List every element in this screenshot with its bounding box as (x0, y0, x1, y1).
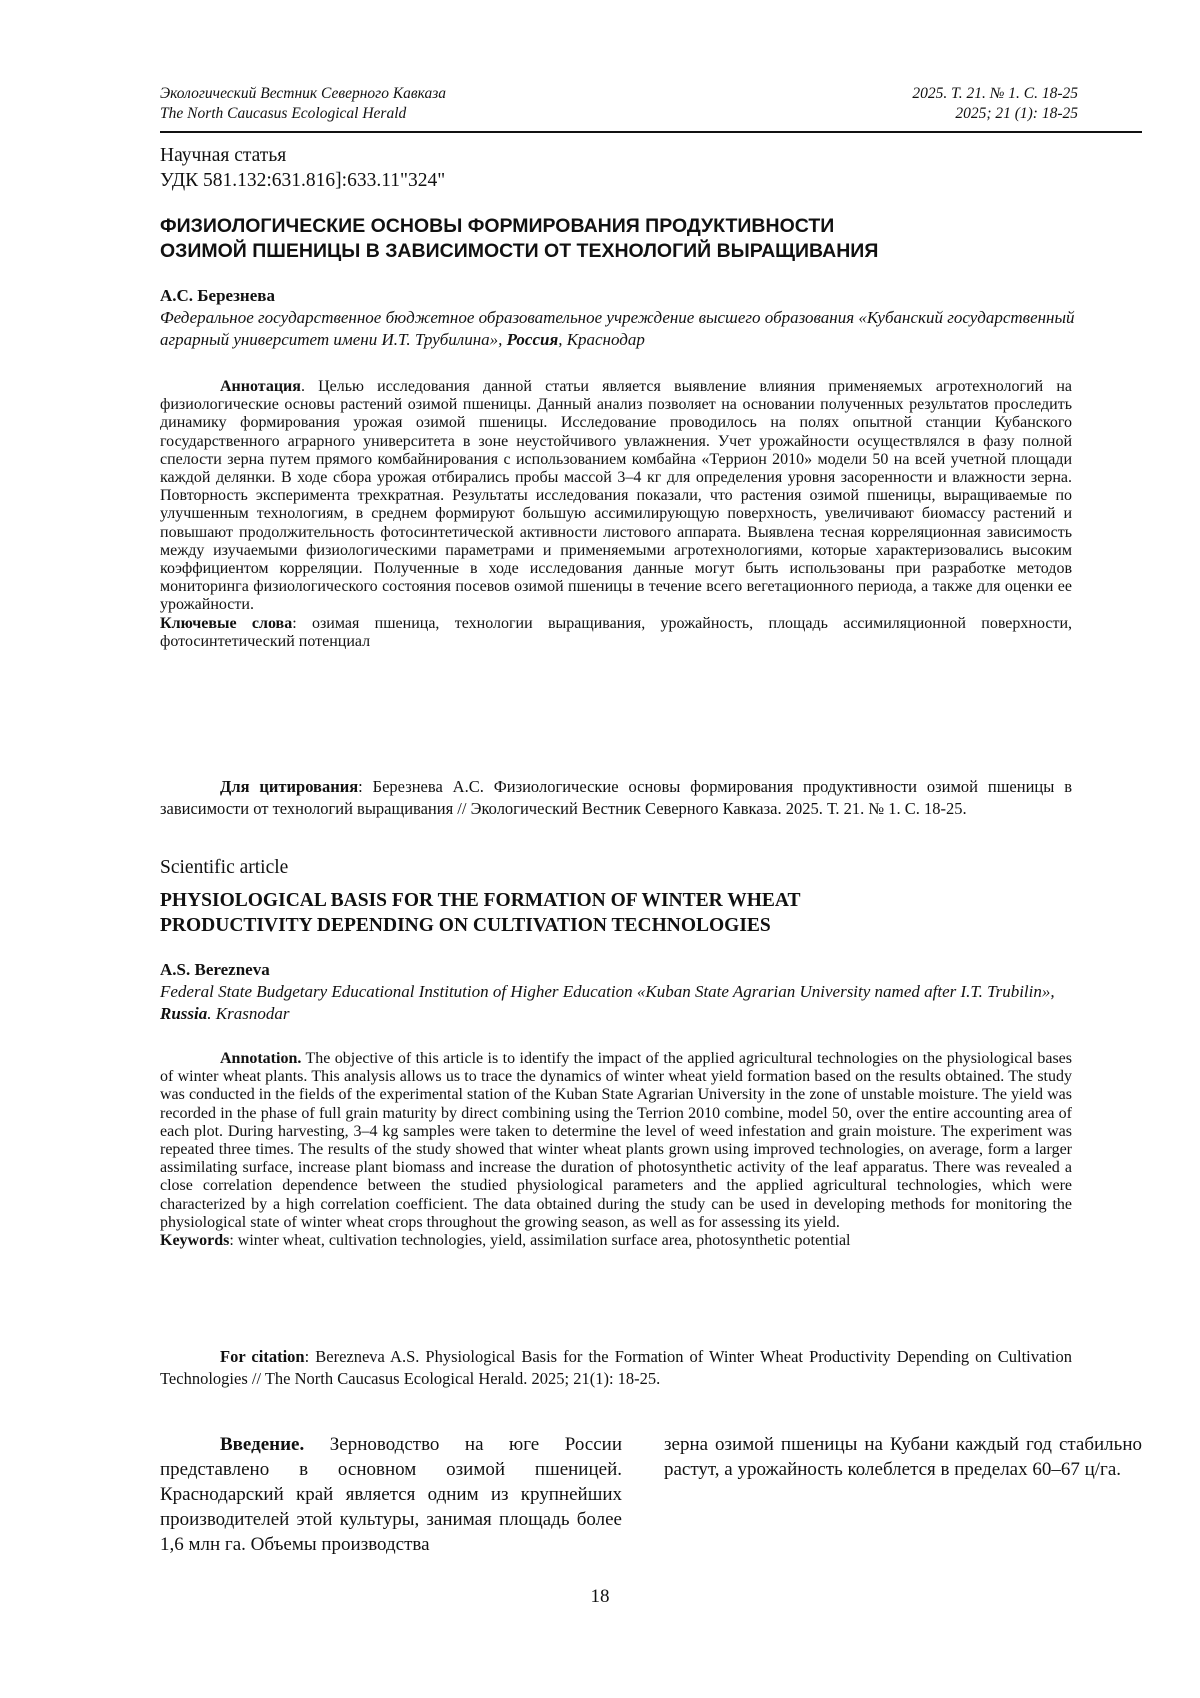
intro-col1-text: Зерноводство на юге России представлено в основном озимой пшеницей. Краснодарский край является одним из крупнейших производителей этой культуры, занимая площадь более 1,6 млн га. Объемы производства (160, 1434, 622, 1555)
affiliation-en-country: Russia (160, 1004, 208, 1023)
keywords-ru-label: Ключевые слова (160, 614, 293, 632)
affiliation-en-text: Federal State Budgetary Educational Institution of Higher Education «Kuban State Agrarian University named after I.T. Trubilin», (160, 982, 1055, 1001)
citation-ru (160, 776, 1072, 819)
affiliation-ru-text: Федеральное государственное бюджетное образовательное учреждение высшего образования «Кубанский государственный аграрный университет имени И.Т. Трубилина», (160, 308, 1075, 349)
affiliation-ru (160, 307, 1078, 351)
abstract-ru-text: . Целью исследования данной статьи является выявление влияния применяемых агротехнологий на физиологические основы растений озимой пшеницы. Данный анализ позволяет на основании полученных результатов проследить динамику формирования урожая озимой пшеницы. Исследование проводилось на полях опытной станции Кубанского государственного аграрного университета в зоне неустойчивого увлажнения. Учет урожайности осуществлялся в фазу полной спелости зерна путем прямого комбайнирования с использованием комбайна «Террион 2010» модели 50 на всей учетной площади каждой делянки. В ходе сбора урожая отбирались пробы массой 3–4 кг для определения уровня засоренности и влажности зерна. Повторность эксперимента трехкратная. Результаты исследования показали, что растения озимой пшеницы, выращиваемые по улучшенным технологиям, в среднем формируют большую ассимилирующую поверхность, увеличивают биомассу растений и повышают продолжительность фотосинтетической активности листового аппарата. Выявлена тесная корреляционная зависимость между изучаемыми физиологическими параметрами и применяемыми агротехнологиями, которые характеризовались высоким коэффициентом корреляции. Полученные в ходе исследования данные могут быть использованы при разработке методов мониторинга физиологического состояния посевов озимой пшеницы в течение всего вегетационного периода, а также для оценки ее урожайности. (160, 378, 1072, 614)
keywords-ru-text: : озимая пшеница, технологии выращивания, урожайность, площадь ассимиляционной поверхности, фотосинтетический потенциал (160, 614, 1073, 650)
article-type-ru: Научная статья (160, 145, 287, 166)
header-rule (160, 131, 1142, 133)
title-en (160, 888, 1078, 938)
affiliation-en-city: . Krasnodar (207, 1004, 290, 1023)
affiliation-ru-country: Россия (506, 330, 559, 349)
intro-column-1 (160, 1432, 622, 1557)
abstract-ru (160, 378, 1072, 651)
journal-name-ru: Экологический Вестник Северного Кавказа (160, 85, 447, 102)
title-en-line1: PHYSIOLOGICAL BASIS FOR THE FORMATION OF WINTER WHEAT (160, 890, 801, 911)
author-en: A.S. Berezneva (160, 960, 270, 979)
issue-en: 2025; 21 (1): 18-25 (955, 105, 1078, 122)
citation-en-label: For citation (220, 1347, 305, 1366)
page-number: 18 (590, 1586, 610, 1607)
citation-ru-label: Для цитирования (220, 777, 359, 796)
article-type-en: Scientific article (160, 857, 289, 878)
issue-ru: 2025. Т. 21. № 1. С. 18-25 (912, 85, 1078, 102)
running-header (160, 84, 1078, 124)
intro-label: Введение. (220, 1434, 305, 1455)
article-meta-ru (160, 143, 1078, 193)
citation-ru-text: : Березнева А.С. Физиологические основы формирования продуктивности озимой пшеницы в зависимости от технологий выращивания // Экологический Вестник Северного Кавказа. 2025. Т. 21. № 1. С. 18-25. (160, 777, 1072, 818)
abstract-ru-label: Аннотация (220, 378, 301, 395)
abstract-en-label: Annotation. (220, 1050, 302, 1067)
journal-name-en: The North Caucasus Ecological Herald (160, 105, 407, 122)
title-ru-line2: ОЗИМОЙ ПШЕНИЦЫ В ЗАВИСИМОСТИ ОТ ТЕХНОЛОГИЙ ВЫРАЩИВАНИЯ (160, 240, 879, 262)
keywords-en-label: Keywords (160, 1232, 230, 1250)
affiliation-en (160, 981, 1078, 1025)
keywords-en-text: : winter wheat, cultivation technologies, yield, assimilation surface area, photosynthetic potential (229, 1232, 851, 1250)
title-ru-line1: ФИЗИОЛОГИЧЕСКИЕ ОСНОВЫ ФОРМИРОВАНИЯ ПРОДУКТИВНОСТИ (160, 215, 835, 237)
citation-en-text: : Berezneva A.S. Physiological Basis for the Formation of Winter Wheat Productivity Depending on Cultivation Technologies // The North Caucasus Ecological Herald. 2025; 21(1): 18-25. (160, 1347, 1073, 1388)
citation-en (160, 1346, 1072, 1389)
intro-column-2: зерна озимой пшеницы на Кубани каждый год стабильно растут, а урожайность колеблется в пределах 60–67 ц/га. (664, 1434, 1142, 1480)
title-ru (160, 214, 1078, 264)
title-en-line2: PRODUCTIVITY DEPENDING ON CULTIVATION TECHNOLOGIES (160, 915, 771, 936)
author-ru: А.С. Березнева (160, 286, 275, 305)
udc: УДК 581.132:631.816]:633.11"324" (160, 170, 446, 191)
affiliation-ru-city: , Краснодар (558, 330, 645, 349)
abstract-en (160, 1050, 1072, 1250)
abstract-en-text: The objective of this article is to identify the impact of the applied agricultural technologies on the physiological bases of winter wheat plants. This analysis allows us to trace the dynamics of winter wheat yield formation based on the results obtained. The study was conducted in the fields of the experimental station of the Kuban State Agrarian University in the zone of unstable moisture. The yield was recorded in the phase of full grain maturity by direct combining using the Terrion 2010 combine, model 50, over the entire accounting area of each plot. During harvesting, 3–4 kg samples were taken to determine the level of weed infestation and grain moisture. The experiment was repeated three times. The results of the study showed that winter wheat plants grown using improved technologies, on average, form a larger assimilating surface, increase plant biomass and increase the duration of photosynthetic activity of the leaf apparatus. There was revealed a close correlation dependence between the studied physiological parameters and the applied agricultural technologies, which were characterized by a high correlation coefficient. The data obtained during the study can be used in developing methods for monitoring the physiological state of winter wheat crops throughout the growing season, as well as for assessing its yield. (160, 1050, 1072, 1231)
